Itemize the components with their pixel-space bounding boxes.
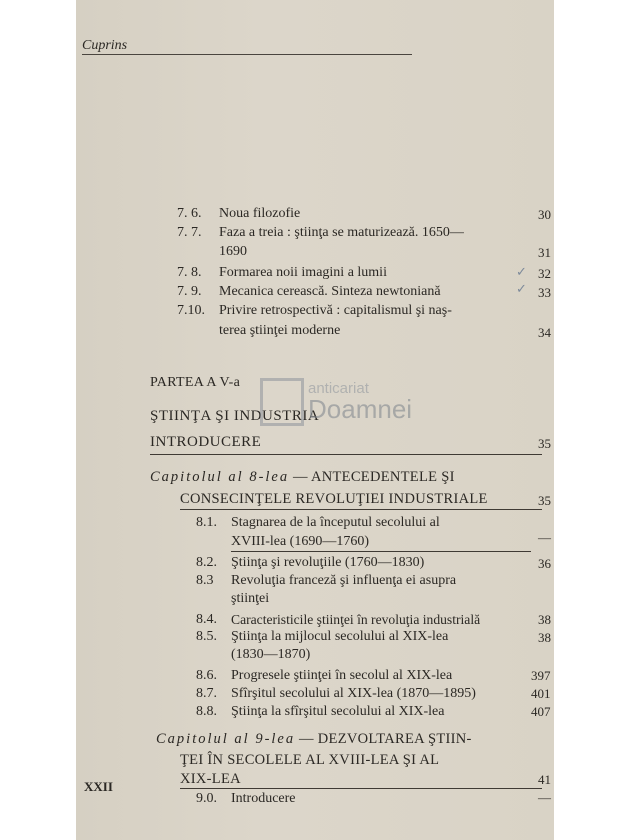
anticariat-watermark bbox=[260, 378, 480, 438]
toc-title-cont: terea ştiinţei moderne bbox=[219, 323, 341, 338]
toc-title: Sfîrşitul secolului al XIX-lea (1870—1895) bbox=[231, 686, 476, 701]
toc-page: 38 bbox=[538, 630, 551, 645]
toc-title: Introducere bbox=[231, 791, 296, 806]
chapter-9-heading-cont2: XIX-LEA bbox=[180, 771, 241, 787]
chapter-8-heading bbox=[150, 469, 455, 486]
chapter-prefix: Capitolul al 8-lea bbox=[150, 469, 290, 485]
toc-page: 34 bbox=[538, 325, 551, 340]
toc-number: 8.2. bbox=[196, 555, 217, 570]
toc-number: 7. 9. bbox=[177, 284, 202, 299]
underline bbox=[180, 788, 542, 789]
toc-page: — bbox=[538, 530, 551, 545]
chapter-8-heading-cont: CONSECINŢELE REVOLUŢIEI INDUSTRIALE bbox=[180, 491, 488, 507]
part-introduction: INTRODUCERE bbox=[150, 434, 262, 450]
chapter-9-heading-cont: ŢEI ÎN SECOLELE AL XVIII-LEA ŞI AL bbox=[180, 752, 440, 768]
book-logo-icon bbox=[260, 378, 304, 426]
page-folio: XXII bbox=[84, 779, 113, 794]
toc-page: 30 bbox=[538, 207, 551, 222]
toc-title: Stagnarea de la începutul secolului al bbox=[231, 515, 440, 530]
toc-number: 8.6. bbox=[196, 668, 217, 683]
toc-number: 8.7. bbox=[196, 686, 217, 701]
book-page bbox=[76, 0, 554, 840]
toc-page: 33 bbox=[538, 285, 551, 300]
toc-number: 7. 7. bbox=[177, 225, 202, 240]
chapter-9-heading bbox=[156, 731, 472, 748]
toc-number: 7. 6. bbox=[177, 206, 202, 221]
chapter-title: — ANTECEDENTELE ŞI bbox=[289, 469, 455, 485]
toc-title: Privire retrospectivă : capitalismul şi naş- bbox=[219, 303, 452, 318]
toc-number: 8.1. bbox=[196, 515, 217, 530]
toc-title-cont: XVIII-lea (1690—1760) bbox=[231, 534, 370, 549]
toc-page: 36 bbox=[538, 556, 551, 571]
toc-page: 31 bbox=[538, 245, 551, 260]
toc-page: 35 bbox=[538, 493, 551, 508]
chapter-prefix: Capitolul al 9-lea bbox=[156, 731, 296, 747]
running-header: Cuprins bbox=[82, 38, 128, 53]
toc-page: 401 bbox=[531, 686, 551, 701]
toc-page: — bbox=[538, 790, 551, 805]
toc-number: 8.3 bbox=[196, 573, 214, 588]
toc-title-cont: 1690 bbox=[219, 244, 247, 259]
toc-title: Caracteristicile ştiinţei în revoluţia industrială bbox=[231, 612, 481, 627]
toc-page: 41 bbox=[538, 772, 551, 787]
check-mark: ✓ bbox=[516, 281, 527, 296]
toc-page: 35 bbox=[538, 436, 551, 451]
toc-number: 8.5. bbox=[196, 629, 217, 644]
chapter-title: — DEZVOLTAREA ŞTIIN- bbox=[295, 731, 472, 747]
toc-number: 8.4. bbox=[196, 612, 217, 627]
underline bbox=[150, 454, 542, 455]
underline bbox=[231, 551, 531, 552]
toc-page: 32 bbox=[538, 266, 551, 281]
toc-title: Revoluţia franceză şi influenţa ei asupra bbox=[231, 573, 457, 588]
watermark-line-2: Doamnei bbox=[308, 394, 413, 424]
toc-title: Ştiinţa la sfîrşitul secolului al XIX-lea bbox=[231, 704, 445, 719]
toc-title-cont: ştiinţei bbox=[231, 591, 270, 606]
toc-title: Ştiinţa şi revoluţiile (1760—1830) bbox=[231, 555, 425, 570]
toc-number: 7. 8. bbox=[177, 265, 202, 280]
toc-title: Noua filozofie bbox=[219, 206, 301, 221]
toc-title: Progresele ştiinţei în secolul al XIX-lea bbox=[231, 668, 453, 683]
toc-page: 397 bbox=[531, 668, 551, 683]
toc-title: Faza a treia : ştiinţa se maturizează. 1650— bbox=[219, 225, 464, 240]
toc-title-cont: (1830—1870) bbox=[231, 647, 311, 662]
watermark-line-1: anticariat bbox=[308, 380, 369, 397]
toc-number: 7.10. bbox=[177, 303, 205, 318]
toc-number: 9.0. bbox=[196, 791, 217, 806]
underline bbox=[180, 509, 542, 510]
part-label: PARTEA A V-a bbox=[150, 375, 241, 390]
toc-page: 38 bbox=[538, 612, 551, 627]
toc-title: Mecanica cerească. Sinteza newtoniană bbox=[219, 284, 441, 299]
header-rule bbox=[82, 54, 412, 55]
check-mark: ✓ bbox=[516, 264, 527, 279]
toc-title: Formarea noii imagini a lumii bbox=[219, 265, 387, 280]
toc-page: 407 bbox=[531, 704, 551, 719]
toc-title: Ştiinţa la mijlocul secolului al XIX-lea bbox=[231, 629, 449, 644]
part-title: ŞTIINŢA ŞI INDUSTRIA bbox=[150, 408, 320, 424]
toc-number: 8.8. bbox=[196, 704, 217, 719]
